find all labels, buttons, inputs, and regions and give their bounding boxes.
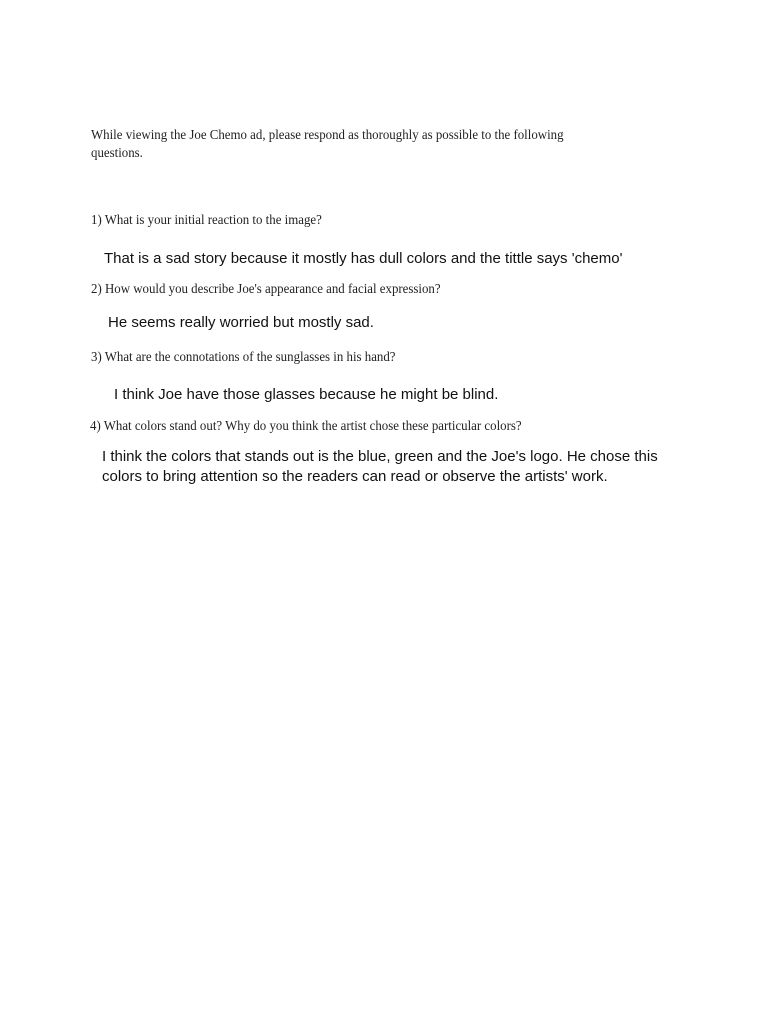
answer-1: That is a sad story because it mostly has dull colors and the tittle says 'chemo' (104, 250, 623, 267)
question-1: 1) What is your initial reaction to the image? (91, 213, 322, 228)
instructions-text (91, 127, 643, 163)
question-2: 2) How would you describe Joe's appearance and facial expression? (91, 282, 441, 297)
question-4: 4) What colors stand out? Why do you think the artist chose these particular colors? (90, 419, 522, 434)
instructions-line-2: questions. (91, 146, 143, 161)
answer-4 (102, 447, 658, 487)
answer-4-line-1: I think the colors that stands out is the blue, green and the Joe's logo. He chose this (102, 448, 658, 465)
answer-2: He seems really worried but mostly sad. (108, 314, 374, 331)
answer-3: I think Joe have those glasses because he might be blind. (114, 386, 499, 403)
question-3: 3) What are the connotations of the sunglasses in his hand? (91, 350, 396, 365)
instructions-line-1: While viewing the Joe Chemo ad, please respond as thoroughly as possible to the following (91, 128, 564, 143)
answer-4-line-2: colors to bring attention so the readers can read or observe the artists' work. (102, 468, 608, 485)
